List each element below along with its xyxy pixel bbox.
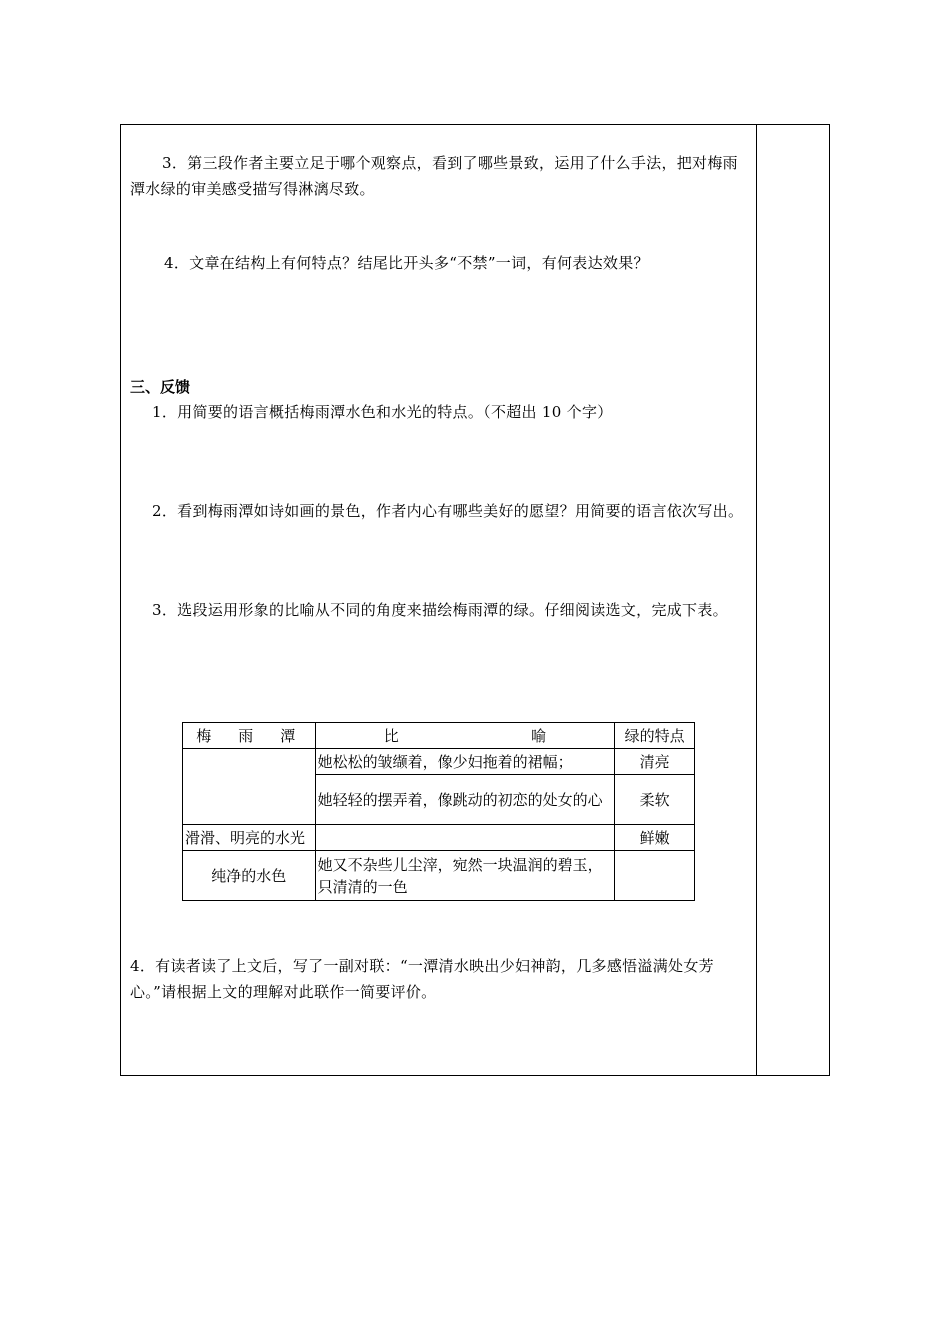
notes-column-divider (756, 124, 757, 1076)
feedback-question-2: 2．看到梅雨潭如诗如画的景色，作者内心有哪些美好的愿望？用简要的语言依次写出。 (152, 502, 744, 520)
answer-blank-cell[interactable] (615, 851, 695, 901)
feature-cell: 鲜嫩 (615, 825, 695, 851)
scene-cell: 滑滑、明亮的水光 (183, 825, 316, 851)
question-3-part2: 3．第三段作者主要立足于哪个观察点，看到了哪些景致，运用了什么手法，把对梅雨潭水绿的审美感受描写得淋漓尽致。 (130, 154, 738, 198)
answer-blank-cell[interactable] (183, 749, 316, 825)
feedback-question-4: 4．有读者读了上文后，写了一副对联：“一潭清水映出少妇神韵，几多感悟溢满处女芳心。”请根据上文的理解对此联作一简要评价。 (130, 957, 714, 1001)
feedback-question-1: 1．用简要的语言概括梅雨潭水色和水光的特点。（不超出 10 个字） (152, 403, 613, 421)
table-header-row (183, 723, 695, 749)
table-row (183, 825, 695, 851)
feedback-question-3: 3．选段运用形象的比喻从不同的角度来描绘梅雨潭的绿。仔细阅读选文，完成下表。 (152, 601, 728, 619)
header-green-feature: 绿的特点 (615, 723, 695, 749)
table-row (183, 851, 695, 901)
metaphor-cell: 她轻轻的摆弄着，像跳动的初恋的处女的心 (315, 775, 615, 825)
feature-cell: 柔软 (615, 775, 695, 825)
metaphor-cell: 她松松的皱缬着，像少妇拖着的裙幅； (315, 749, 615, 775)
header-meiyutan: 梅 雨 潭 (183, 723, 316, 749)
scene-cell: 纯净的水色 (183, 851, 316, 901)
table-row (183, 749, 695, 775)
section-3-heading: 三、反馈 (130, 378, 191, 396)
answer-blank-cell[interactable] (315, 825, 615, 851)
question-4-part2: 4．文章在结构上有何特点？结尾比开头多“不禁”一词，有何表达效果？ (164, 254, 649, 272)
feature-cell: 清亮 (615, 749, 695, 775)
metaphor-table (182, 722, 695, 901)
metaphor-cell: 她又不杂些儿尘滓，宛然一块温润的碧玉，只清清的一色 (315, 851, 615, 901)
header-metaphor: 比 喻 (315, 723, 615, 749)
